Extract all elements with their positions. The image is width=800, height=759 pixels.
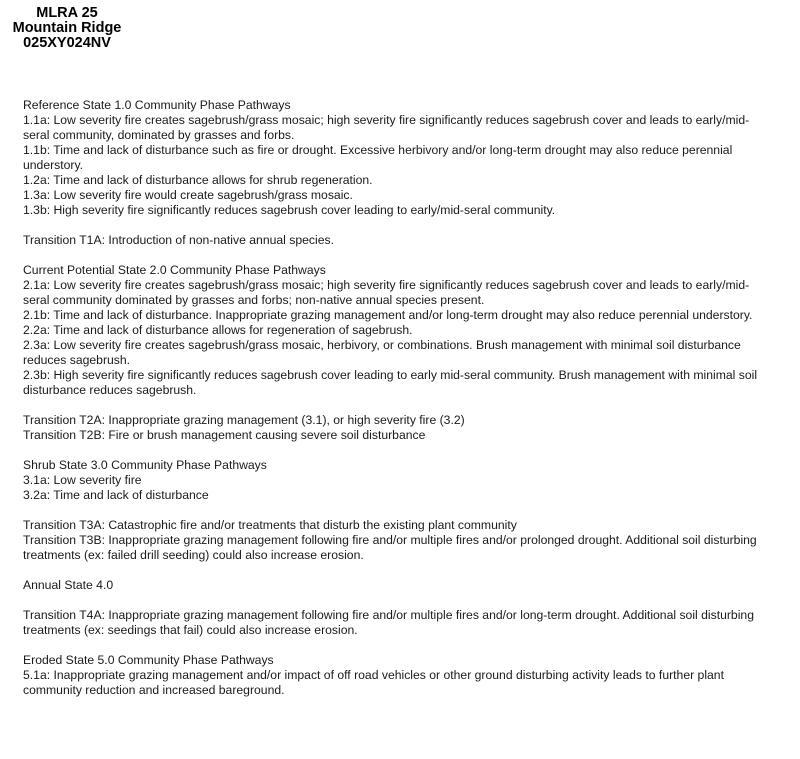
- narrative-line: Transition T3B: Inappropriate grazing management following fire and/or multiple fires and/or prolonged drought. Additional soil disturbing: [23, 533, 757, 547]
- narrative-section: [23, 608, 793, 638]
- section-heading-line: Transition T2A: Inappropriate grazing management (3.1), or high severity fire (3.2): [23, 413, 465, 427]
- narrative-line: Transition T2B: Fire or brush management causing severe soil disturbance: [23, 428, 426, 442]
- narrative-line: reduces sagebrush.: [23, 353, 131, 367]
- narrative-section: [23, 233, 793, 248]
- narrative-section: [23, 98, 793, 218]
- section-gap: [23, 563, 793, 578]
- section-gap: [23, 638, 793, 653]
- state-transition-narrative: [23, 98, 793, 698]
- narrative-line: 1.3b: High severity fire significantly reduces sagebrush cover leading to early/mid-seral community.: [23, 203, 556, 217]
- mlra-name: Mountain Ridge: [12, 20, 122, 36]
- narrative-section: [23, 263, 793, 398]
- section-gap: [23, 443, 793, 458]
- narrative-line: 3.1a: Low severity fire: [23, 473, 142, 487]
- narrative-line: seral community, dominated by grasses and forbs.: [23, 128, 295, 142]
- section-heading-line: Shrub State 3.0 Community Phase Pathways: [23, 458, 267, 472]
- section-heading-line: Transition T3A: Catastrophic fire and/or treatments that disturb the existing plant community: [23, 518, 517, 532]
- narrative-line: 3.2a: Time and lack of disturbance: [23, 488, 209, 502]
- narrative-line: 1.2a: Time and lack of disturbance allows for shrub regeneration.: [23, 173, 373, 187]
- narrative-line: seral community dominated by grasses and forbs; non-native annual species present.: [23, 293, 485, 307]
- document-header: [6, 6, 128, 51]
- section-gap: [23, 248, 793, 263]
- narrative-line: 1.1b: Time and lack of disturbance such as fire or drought. Excessive herbivory and/or long-term drought may also reduce perennial: [23, 143, 733, 157]
- section-heading-line: Reference State 1.0 Community Phase Pathways: [23, 98, 291, 112]
- narrative-line: treatments (ex: failed drill seeding) could also increase erosion.: [23, 548, 364, 562]
- section-gap: [23, 593, 793, 608]
- narrative-line: disturbance reduces sagebrush.: [23, 383, 197, 397]
- narrative-line: 1.3a: Low severity fire would create sagebrush/grass mosaic.: [23, 188, 353, 202]
- narrative-section: [23, 458, 793, 503]
- narrative-line: 2.1b: Time and lack of disturbance. Inappropriate grazing management and/or long-term drought may also reduce perennial understory.: [23, 308, 753, 322]
- narrative-line: understory.: [23, 158, 84, 172]
- narrative-section: [23, 653, 793, 698]
- mlra-number: MLRA 25: [36, 5, 98, 21]
- narrative-section: [23, 413, 793, 443]
- narrative-section: [23, 518, 793, 563]
- narrative-line: 2.3b: High severity fire significantly reduces sagebrush cover leading to early mid-seral community. Brush management with minimal soil: [23, 368, 758, 382]
- narrative-line: 2.3a: Low severity fire creates sagebrush/grass mosaic, herbivory, or combinations. Brush management with minimal soil disturbance: [23, 338, 741, 352]
- narrative-section: [23, 578, 793, 593]
- ecological-site-id: 025XY024NV: [23, 35, 111, 51]
- narrative-line: 5.1a: Inappropriate grazing management and/or impact of off road vehicles or other ground disturbing activity leads to further plant: [23, 668, 724, 682]
- section-gap: [23, 503, 793, 518]
- section-heading-line: Eroded State 5.0 Community Phase Pathways: [23, 653, 274, 667]
- section-heading-line: Transition T4A: Inappropriate grazing management following fire and/or multiple fires and/or long-term drought. Additional soil disturbing: [23, 608, 754, 622]
- narrative-line: treatments (ex: seedings that fail) could also increase erosion.: [23, 623, 358, 637]
- section-heading-line: Transition T1A: Introduction of non-native annual species.: [23, 233, 334, 247]
- narrative-line: 1.1a: Low severity fire creates sagebrush/grass mosaic; high severity fire significantly reduces sagebrush cover and leads to early/mid-: [23, 113, 750, 127]
- narrative-line: 2.2a: Time and lack of disturbance allows for regeneration of sagebrush.: [23, 323, 413, 337]
- section-heading-line: Annual State 4.0: [23, 578, 114, 592]
- narrative-line: community reduction and increased bareground.: [23, 683, 285, 697]
- narrative-line: 2.1a: Low severity fire creates sagebrush/grass mosaic; high severity fire significantly reduces sagebrush cover and leads to early/mid-: [23, 278, 750, 292]
- section-gap: [23, 398, 793, 413]
- section-gap: [23, 218, 793, 233]
- section-heading-line: Current Potential State 2.0 Community Phase Pathways: [23, 263, 326, 277]
